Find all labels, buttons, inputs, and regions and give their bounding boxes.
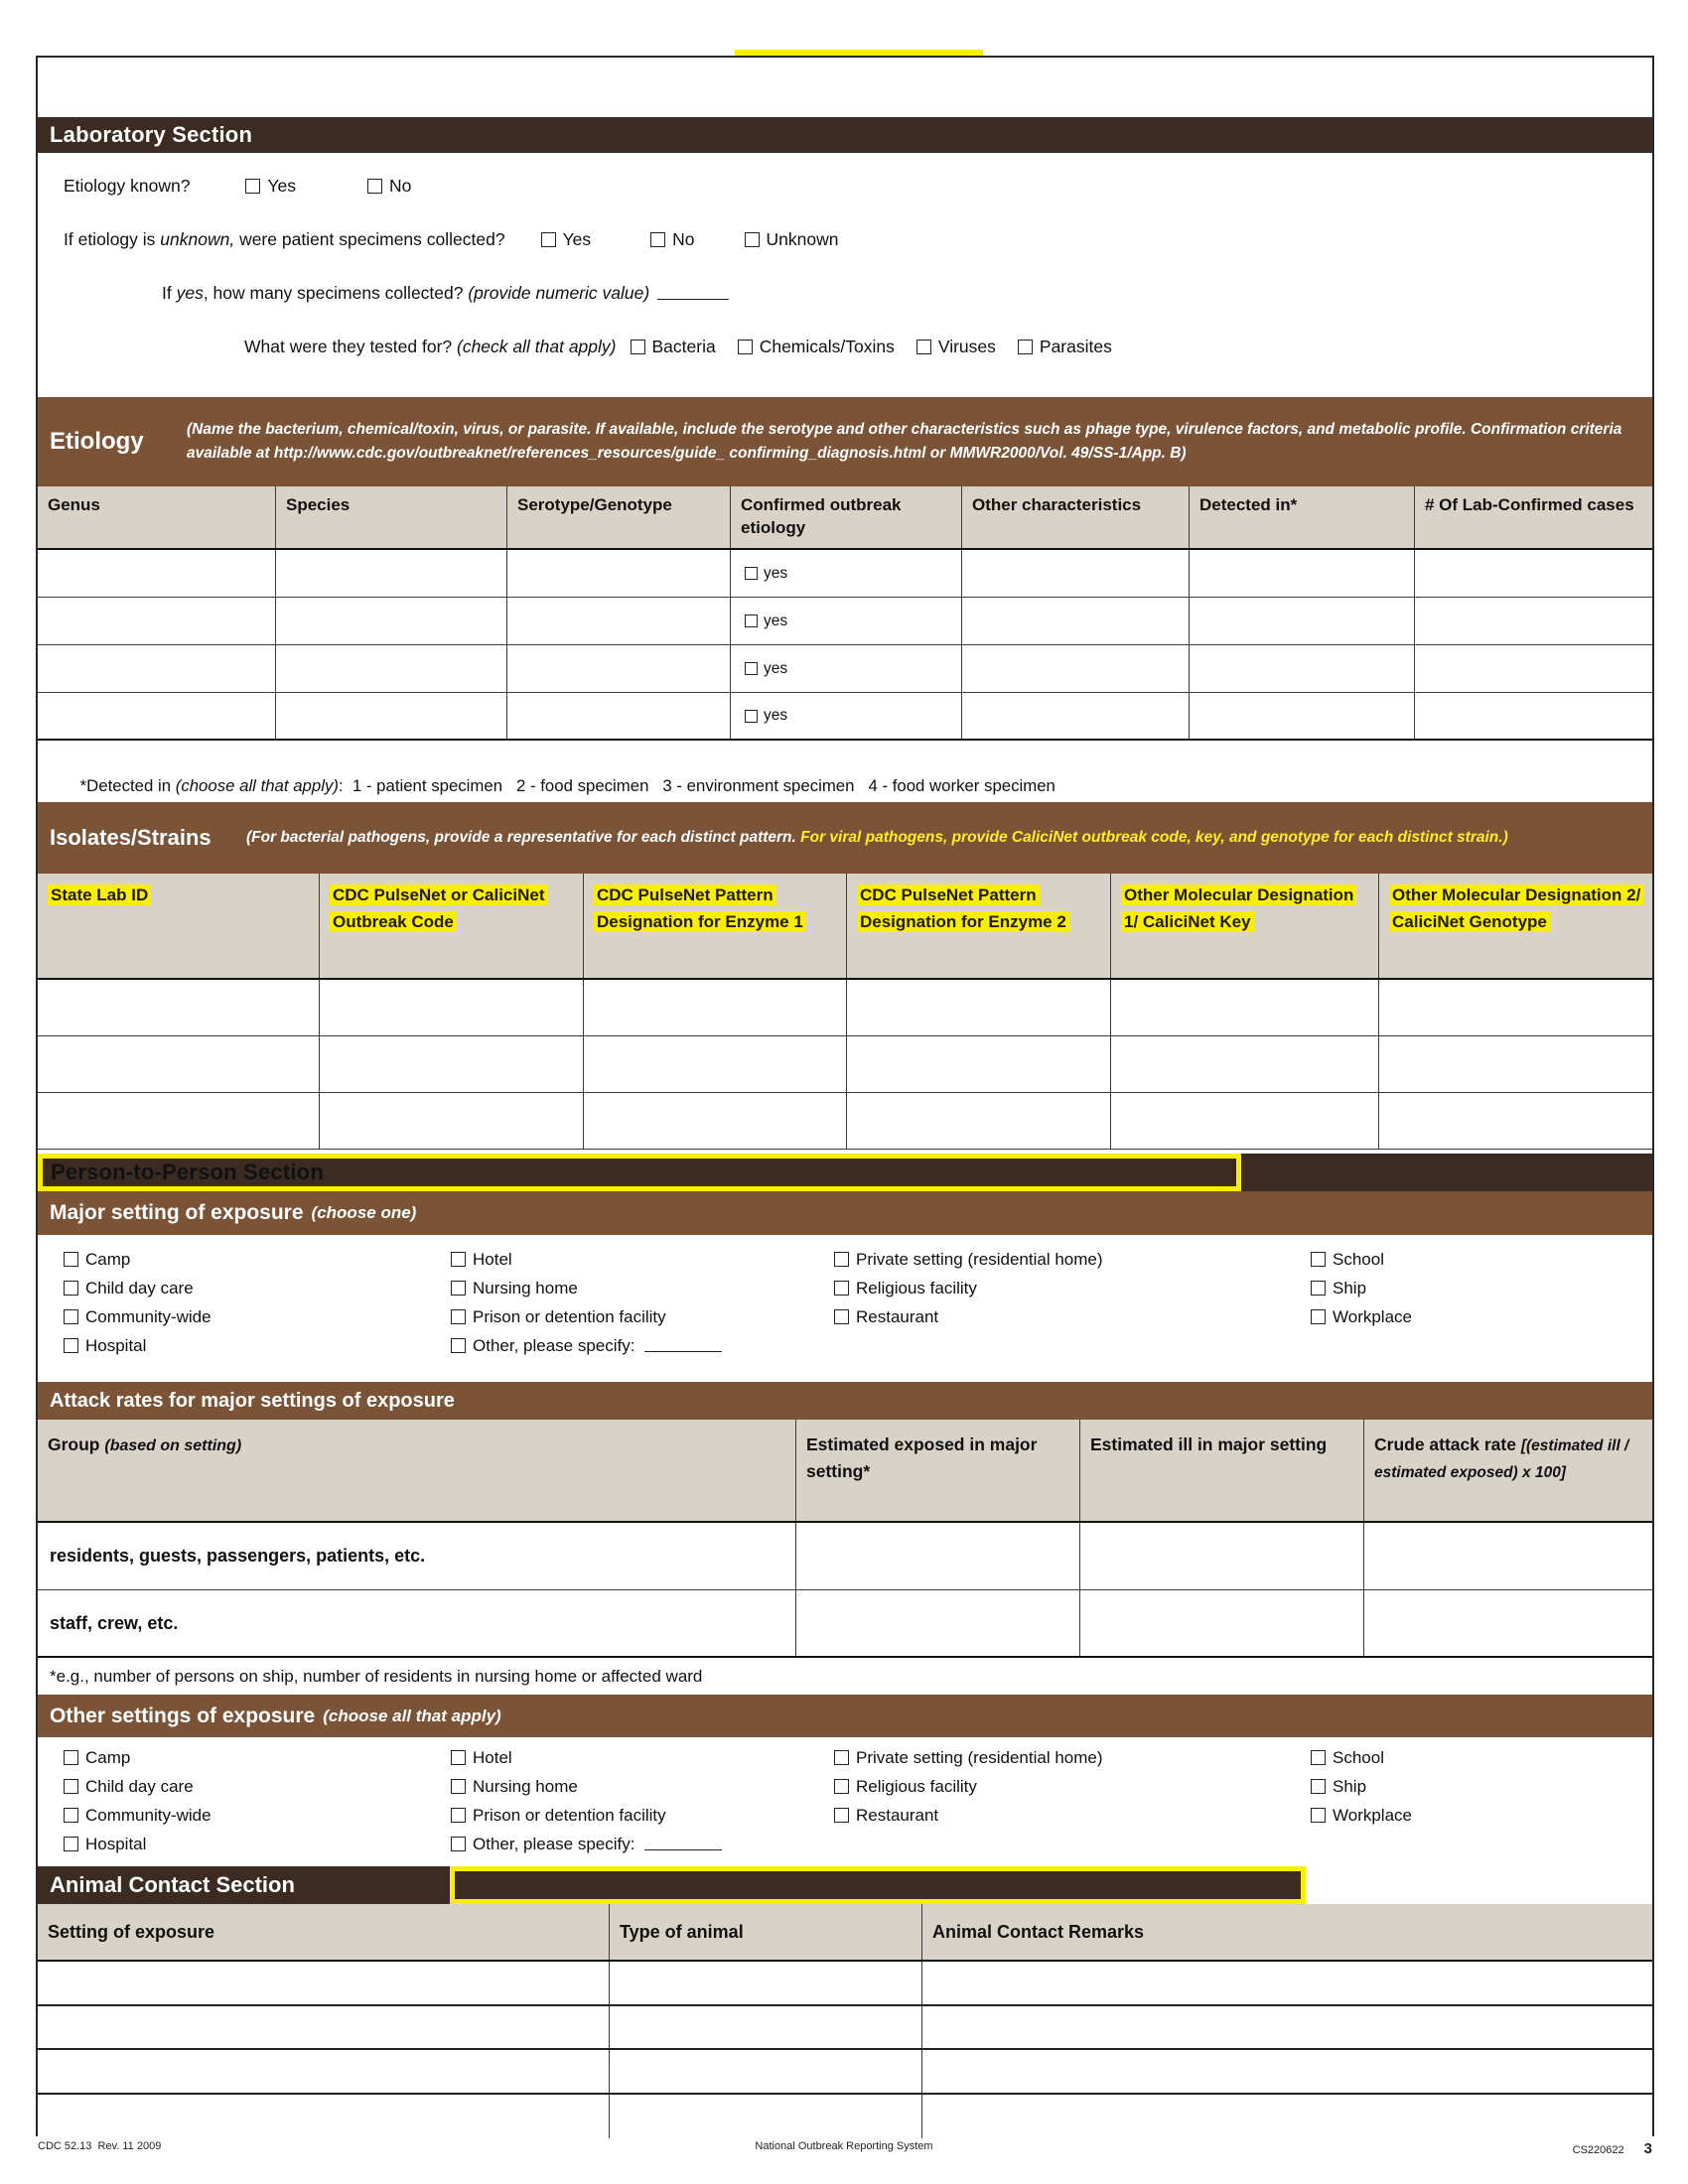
other-checkbox[interactable] [451,1338,466,1353]
etiology-cell-cases[interactable] [1415,598,1652,644]
etiology-cell-species[interactable] [276,598,507,644]
isolates-cell-enzyme1[interactable] [584,1036,847,1092]
child-day-care-checkbox[interactable] [64,1779,78,1794]
etiology-cell-other[interactable] [962,550,1190,597]
animal-cell-setting[interactable] [38,2050,610,2093]
etiology-header-serotype: Serotype/Genotype [507,486,731,548]
hospital-checkbox[interactable] [64,1837,78,1851]
specimens-no-option[interactable] [650,229,694,250]
animal-header-remarks: Animal Contact Remarks [922,1904,1652,1960]
major-setting-title: Major setting of exposure [50,1201,304,1224]
etiology-cell-species[interactable] [276,550,507,597]
isolates-cell-molecular1[interactable] [1111,980,1379,1035]
etiology-known-no-label: No [389,175,412,196]
other-checkbox[interactable] [451,1837,466,1851]
isolates-header-molecular2: Other Molecular Designation 2/ CaliciNet Genotype [1379,874,1652,978]
nursing-home-checkbox[interactable] [451,1281,466,1296]
animal-cell-remarks[interactable] [922,2006,1652,2049]
checkbox-child-day-care-other[interactable]: Child day care [64,1772,211,1801]
etiology-cell-other[interactable] [962,645,1190,692]
school-checkbox[interactable] [1311,1252,1326,1267]
isolates-header-molecular1: Other Molecular Designation 1/ CaliciNet Key [1111,874,1379,978]
religious-facility-checkbox[interactable] [834,1281,849,1296]
laboratory-section-title: Laboratory Section [50,122,253,147]
tested-for-bacteria-checkbox[interactable] [631,340,645,354]
checkbox-hotel-major[interactable]: Hotel [451,1245,722,1274]
isolates-cell-state-lab-id[interactable] [38,980,320,1035]
checkbox-other-major[interactable]: Other, please specify: [451,1331,722,1360]
checkbox-ship-major[interactable]: Ship [1311,1274,1412,1302]
checkbox-school-major[interactable]: School [1311,1245,1412,1274]
isolates-band-label: Isolates/Strains [50,825,211,850]
workplace-checkbox[interactable] [1311,1808,1326,1823]
specimens-no-checkbox[interactable] [650,232,665,247]
isolates-cell-molecular1[interactable] [1111,1093,1379,1149]
isolates-cell-molecular2[interactable] [1379,980,1652,1035]
etiology-cell-confirmed[interactable] [731,598,962,644]
tested-for-parasites-option[interactable] [1018,337,1112,357]
etiology-cell-species[interactable] [276,645,507,692]
specimens-yes-checkbox[interactable] [541,232,556,247]
etiology-cell-cases[interactable] [1415,645,1652,692]
attack-header-row [38,1420,1652,1523]
tested-for-chemicals-label: Chemicals/Toxins [759,336,895,356]
specimens-unknown-checkbox[interactable] [745,232,760,247]
other-settings-header [38,1695,1652,1737]
animal-row [38,1962,1652,2006]
etiology-known-yes-option[interactable] [245,176,296,197]
ship-checkbox[interactable] [1311,1779,1326,1794]
etiology-cell-genus[interactable] [38,645,276,692]
checkbox-school-other[interactable]: School [1311,1743,1412,1772]
checkbox-community-wide-other[interactable]: Community-wide [64,1801,211,1830]
major-settings-options [38,1235,1652,1382]
etiology-cell-confirmed[interactable] [731,550,962,597]
etiology-header-detected-in: Detected in* [1190,486,1415,548]
animal-contact-highlight-box [450,1866,1306,1904]
isolates-cell-molecular2[interactable] [1379,1093,1652,1149]
checkbox-restaurant-major[interactable]: Restaurant [834,1302,1103,1331]
animal-cell-setting[interactable] [38,2095,610,2139]
major-setting-choose-one: (choose one) [311,1203,417,1222]
checkbox-workplace-major[interactable]: Workplace [1311,1302,1412,1331]
etiology-header-other-characteristics: Other characteristics [962,486,1190,548]
attack-cell-rate[interactable] [1364,1590,1652,1656]
confirmed-yes-label: yes [764,659,788,677]
attack-row-residents-label: residents, guests, passengers, patients, etc. [38,1523,796,1589]
attack-rates-header [38,1382,1652,1420]
animal-cell-remarks[interactable] [922,2050,1652,2093]
animal-contact-table [38,1904,1652,2138]
footer-form-number: CDC 52.13 Rev. 11 2009 [38,2140,162,2152]
etiology-header-row [38,486,1652,550]
camp-checkbox[interactable] [64,1750,78,1765]
animal-contact-section-title: Animal Contact Section [38,1866,450,1904]
attack-cell-ill[interactable] [1080,1523,1364,1589]
etiology-table [38,486,1652,741]
etiology-cell-other[interactable] [962,693,1190,739]
child-day-care-checkbox[interactable] [64,1281,78,1296]
other-settings-title: Other settings of exposure [50,1704,316,1727]
etiology-known-no-checkbox[interactable] [367,179,382,194]
etiology-cell-other[interactable] [962,598,1190,644]
attack-row-staff [38,1590,1652,1658]
isolates-row [38,1093,1652,1150]
etiology-cell-detected-in[interactable] [1190,693,1415,739]
animal-cell-type[interactable] [610,1962,922,2004]
checkbox-nursing-home-other[interactable]: Nursing home [451,1772,722,1801]
confirmed-yes-checkbox[interactable] [745,710,758,723]
confirmed-yes-checkbox[interactable] [745,567,758,580]
tested-for-question-row [244,332,1112,361]
etiology-row [38,598,1652,645]
isolates-header-row [38,874,1652,980]
checkbox-workplace-other[interactable]: Workplace [1311,1801,1412,1830]
specimens-unknown-option[interactable] [745,229,839,250]
attack-cell-exposed[interactable] [796,1590,1080,1656]
etiology-known-yes-label: Yes [267,175,297,196]
checkbox-private-setting-other[interactable]: Private setting (residential home) [834,1743,1103,1772]
restaurant-checkbox[interactable] [834,1309,849,1324]
tested-for-label: What were they tested for? (check all that apply) [244,336,617,356]
isolates-cell-enzyme1[interactable] [584,980,847,1035]
etiology-cell-genus[interactable] [38,693,276,739]
prison-checkbox[interactable] [451,1309,466,1324]
isolates-header-outbreak-code: CDC PulseNet or CaliciNet Outbreak Code [320,874,584,978]
checkbox-hospital-other[interactable]: Hospital [64,1830,211,1858]
etiology-cell-serotype[interactable] [507,693,731,739]
checkbox-restaurant-other[interactable]: Restaurant [834,1801,1103,1830]
attack-header-crude-attack-rate: Crude attack rate [(estimated ill / estimated exposed) x 100] [1364,1420,1652,1521]
laboratory-section-header [38,117,1652,153]
other-specify-blank[interactable] [644,1838,722,1850]
etiology-known-no-option[interactable] [367,176,411,197]
isolates-cell-molecular2[interactable] [1379,1036,1652,1092]
attack-rates-title: Attack rates for major settings of exposure [50,1389,455,1412]
tested-for-viruses-option[interactable] [916,337,996,357]
etiology-cell-serotype[interactable] [507,598,731,644]
animal-contact-section-header [38,1866,1652,1904]
isolates-cell-outbreak-code[interactable] [320,1036,584,1092]
attack-header-group: Group (based on setting) [38,1420,796,1521]
checkbox-camp-other[interactable]: Camp [64,1743,211,1772]
isolates-band [38,802,1652,874]
specimens-no-label: No [672,228,695,249]
isolates-cell-enzyme2[interactable] [847,980,1111,1035]
etiology-band-label: Etiology [50,428,144,455]
isolates-band-note: (For bacterial pathogens, provide a representative for each distinct pattern. For viral pathogens, provide CaliciNet outbreak code, key, and genotype for each distinct strain.) [246,828,1508,846]
etiology-header-lab-confirmed-cases: # Of Lab-Confirmed cases [1415,486,1652,548]
specimen-count-blank[interactable] [657,286,729,300]
animal-cell-type[interactable] [610,2006,922,2049]
checkbox-ship-other[interactable]: Ship [1311,1772,1412,1801]
etiology-cell-genus[interactable] [38,550,276,597]
specimens-collected-label: If etiology is unknown, were patient specimens collected? [64,228,505,249]
attack-cell-rate[interactable] [1364,1523,1652,1589]
etiology-header-species: Species [276,486,507,548]
private-setting-checkbox[interactable] [834,1252,849,1267]
etiology-cell-serotype[interactable] [507,645,731,692]
etiology-known-yes-checkbox[interactable] [245,179,260,194]
etiology-cell-serotype[interactable] [507,550,731,597]
etiology-known-label: Etiology known? [64,175,191,196]
private-setting-checkbox[interactable] [834,1750,849,1765]
etiology-header-genus: Genus [38,486,276,548]
isolates-cell-enzyme2[interactable] [847,1036,1111,1092]
isolates-header-state-lab-id: State Lab ID [38,874,320,978]
form-page [36,56,1654,2136]
specimens-yes-option[interactable] [541,229,592,250]
isolates-cell-outbreak-code[interactable] [320,980,584,1035]
specimens-collected-question-row [64,224,838,254]
etiology-row [38,645,1652,693]
tested-for-parasites-label: Parasites [1039,336,1112,356]
isolates-cell-enzyme2[interactable] [847,1093,1111,1149]
etiology-header-confirmed: Confirmed outbreak etiology [731,486,962,548]
isolates-cell-state-lab-id[interactable] [38,1093,320,1149]
checkbox-hotel-other[interactable]: Hotel [451,1743,722,1772]
confirmed-yes-label: yes [764,707,788,724]
restaurant-checkbox[interactable] [834,1808,849,1823]
confirmed-yes-label: yes [764,612,788,629]
etiology-known-question-row [64,171,411,201]
etiology-cell-detected-in[interactable] [1190,598,1415,644]
animal-header-type: Type of animal [610,1904,922,1960]
etiology-cell-cases[interactable] [1415,550,1652,597]
checkbox-community-wide-major[interactable]: Community-wide [64,1302,211,1331]
animal-row [38,2050,1652,2095]
checkbox-hospital-major[interactable]: Hospital [64,1331,211,1360]
detected-in-footnote: *Detected in (choose all that apply): 1 - patient specimen 2 - food specimen 3 - environment specimen 4 - food worker specimen [79,776,1055,795]
specimens-yes-label: Yes [562,228,592,249]
community-wide-checkbox[interactable] [64,1309,78,1324]
animal-cell-remarks[interactable] [922,1962,1652,2004]
etiology-cell-genus[interactable] [38,598,276,644]
prison-checkbox[interactable] [451,1808,466,1823]
etiology-cell-cases[interactable] [1415,693,1652,739]
tested-for-bacteria-option[interactable] [631,337,716,357]
isolates-header-enzyme1: CDC PulseNet Pattern Designation for Enzyme 1 [584,874,847,978]
person-to-person-section-header [38,1154,1652,1191]
specimens-unknown-label: Unknown [766,228,839,249]
person-to-person-highlight-box [38,1154,1241,1191]
other-specify-blank[interactable] [644,1339,722,1352]
attack-cell-ill[interactable] [1080,1590,1364,1656]
tested-for-chemicals-option[interactable] [738,337,895,357]
checkbox-child-day-care-major[interactable]: Child day care [64,1274,211,1302]
confirmed-yes-label: yes [764,564,788,582]
etiology-cell-detected-in[interactable] [1190,645,1415,692]
animal-cell-setting[interactable] [38,1962,610,2004]
attack-rates-footnote: *e.g., number of persons on ship, number of residents in nursing home or affected ward [50,1667,703,1686]
isolates-table [38,874,1652,1150]
checkbox-other-other[interactable]: Other, please specify: [451,1830,722,1858]
isolates-row [38,1036,1652,1093]
footer-cs-number: CS220622 [1572,2144,1624,2156]
isolates-cell-outbreak-code[interactable] [320,1093,584,1149]
page-footer [0,2140,1688,2166]
person-to-person-section-title: Person-to-Person Section [51,1160,324,1184]
community-wide-checkbox[interactable] [64,1808,78,1823]
isolates-row [38,980,1652,1036]
hotel-checkbox[interactable] [451,1750,466,1765]
animal-row [38,2006,1652,2051]
etiology-cell-confirmed[interactable] [731,645,962,692]
checkbox-religious-facility-major[interactable]: Religious facility [834,1274,1103,1302]
animal-row [38,2095,1652,2139]
attack-rates-table [38,1420,1652,1658]
confirmed-yes-checkbox[interactable] [745,614,758,627]
animal-header-setting: Setting of exposure [38,1904,610,1960]
confirmed-yes-checkbox[interactable] [745,662,758,675]
isolates-header-enzyme2: CDC PulseNet Pattern Designation for Enzyme 2 [847,874,1111,978]
animal-cell-setting[interactable] [38,2006,610,2049]
checkbox-private-setting-major[interactable]: Private setting (residential home) [834,1245,1103,1274]
hotel-checkbox[interactable] [451,1252,466,1267]
tested-for-parasites-checkbox[interactable] [1018,340,1033,354]
etiology-row [38,550,1652,598]
animal-header-row [38,1904,1652,1962]
etiology-cell-confirmed[interactable] [731,693,962,739]
attack-row-residents [38,1523,1652,1590]
attack-row-staff-label: staff, crew, etc. [38,1590,796,1656]
tested-for-chemicals-checkbox[interactable] [738,340,753,354]
etiology-band [38,397,1652,486]
nursing-home-checkbox[interactable] [451,1779,466,1794]
checkbox-prison-major[interactable]: Prison or detention facility [451,1302,722,1331]
etiology-cell-detected-in[interactable] [1190,550,1415,597]
major-setting-header [38,1191,1652,1235]
checkbox-religious-facility-other[interactable]: Religious facility [834,1772,1103,1801]
etiology-row [38,693,1652,741]
isolates-cell-state-lab-id[interactable] [38,1036,320,1092]
school-checkbox[interactable] [1311,1750,1326,1765]
ship-checkbox[interactable] [1311,1281,1326,1296]
isolates-cell-enzyme1[interactable] [584,1093,847,1149]
religious-facility-checkbox[interactable] [834,1779,849,1794]
camp-checkbox[interactable] [64,1252,78,1267]
other-settings-choose-all: (choose all that apply) [323,1706,501,1725]
animal-cell-type[interactable] [610,2050,922,2093]
other-settings-options [38,1737,1652,1866]
attack-header-estimated-exposed: Estimated exposed in major setting* [796,1420,1080,1521]
etiology-cell-species[interactable] [276,693,507,739]
checkbox-prison-other[interactable]: Prison or detention facility [451,1801,722,1830]
specimen-count-question-row [162,278,729,308]
animal-cell-type[interactable] [610,2095,922,2139]
tested-for-viruses-checkbox[interactable] [916,340,931,354]
attack-cell-exposed[interactable] [796,1523,1080,1589]
hospital-checkbox[interactable] [64,1338,78,1353]
isolates-cell-molecular1[interactable] [1111,1036,1379,1092]
footer-system-name: National Outbreak Reporting System [755,2140,933,2152]
workplace-checkbox[interactable] [1311,1309,1326,1324]
specimen-count-label: If yes, how many specimens collected? (provide numeric value) [162,282,650,303]
attack-header-estimated-ill: Estimated ill in major setting [1080,1420,1364,1521]
footer-page-number: 3 [1643,2140,1652,2157]
animal-cell-remarks[interactable] [922,2095,1652,2139]
etiology-band-note: (Name the bacterium, chemical/toxin, virus, or parasite. If available, include the serotype and other characteristics such as phage type, virulence factors, and metabolic profile. Confirmation criteria available at http://www.cdc.gov/outbreaknet/references_resources/guide_ confirming_diagnosis.html or MMWR2000/Vol. 49/SS-1/App. B) [187,420,1622,462]
checkbox-camp-major[interactable]: Camp [64,1245,211,1274]
tested-for-bacteria-label: Bacteria [651,336,716,356]
tested-for-viruses-label: Viruses [937,336,996,356]
checkbox-nursing-home-major[interactable]: Nursing home [451,1274,722,1302]
